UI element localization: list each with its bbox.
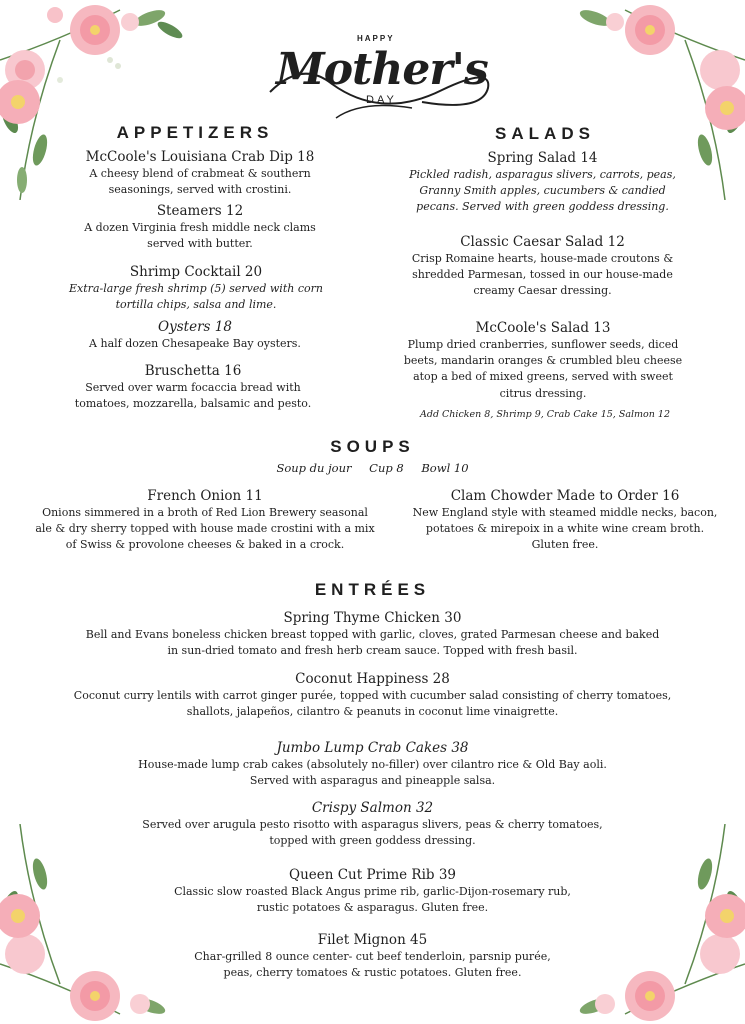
salads-heading: SALADS	[495, 124, 595, 143]
entree-item	[160, 867, 585, 916]
item-desc: A half dozen Chesapeake Bay oysters.	[89, 337, 301, 350]
item-desc: Classic slow roasted Black Angus prime rib, garlic-Dijon-rosemary rub, rustic potatoes & asparagus. Gluten free.	[174, 885, 571, 915]
floral-corner-bottom-right	[555, 824, 745, 1024]
item-name: Shrimp Cocktail 20	[129, 264, 263, 280]
soup-item	[410, 488, 720, 554]
soup-du-jour-label: Soup du jour	[276, 461, 352, 475]
soup-item	[35, 488, 375, 554]
item-name: Oysters 18	[158, 319, 232, 335]
item-desc: Char-grilled 8 ounce center- cut beef tenderloin, parsnip purée, peas, cherry tomatoes & rustic potatoes. Gluten free.	[194, 950, 551, 980]
item-desc: Coconut curry lentils with carrot ginger purée, topped with cucumber salad consisting of cherry tomatoes, shallots, jalapeños, cilantro & peanuts in coconut lime vinaigrette.	[73, 689, 672, 719]
item-name: Coconut Happiness 28	[295, 671, 450, 687]
item-desc: New England style with steamed middle necks, bacon, potatoes & mirepoix in a white wine cream broth. Gluten free.	[412, 506, 718, 552]
item-desc: A dozen Virginia fresh middle neck clams served with butter.	[84, 221, 316, 251]
appetizer-item	[60, 319, 330, 352]
item-name: Spring Thyme Chicken 30	[283, 610, 462, 626]
salad-item	[405, 234, 680, 300]
entree-item	[130, 800, 615, 849]
soup-bowl-price: Bowl 10	[421, 461, 469, 475]
salad-addon: Add Chicken 8, Shrimp 9, Crab Cake 15, Salmon 12	[420, 409, 670, 420]
item-desc: Served over arugula pesto risotto with asparagus slivers, peas & cherry tomatoes, topped with green goddess dressing.	[142, 818, 603, 848]
item-desc: Served over warm focaccia bread with tomatoes, mozzarella, balsamic and pesto.	[74, 381, 312, 411]
logo-script: Mother's	[276, 44, 488, 95]
soup-du-jour-line	[0, 461, 745, 475]
item-desc: Pickled radish, asparagus slivers, carrots, peas, Granny Smith apples, cucumbers & candied pecans. Served with green goddess dressing.	[409, 168, 676, 214]
item-name: Filet Mignon 45	[317, 932, 428, 948]
item-name: McCoole's Louisiana Crab Dip 18	[85, 149, 315, 165]
item-desc: House-made lump crab cakes (absolutely no-filler) over cilantro rice & Old Bay aoli. Served with asparagus and pineapple salsa.	[138, 758, 607, 788]
mothers-day-logo	[262, 30, 498, 130]
logo-happy: HAPPY	[357, 34, 395, 43]
soups-heading: SOUPS	[330, 437, 415, 456]
item-name: McCoole's Salad 13	[475, 320, 611, 336]
appetizer-item	[63, 363, 323, 412]
item-desc: Bell and Evans boneless chicken breast topped with garlic, cloves, grated Parmesan cheese and baked in sun-dried tomato and fresh herb cream sauce. Topped with fresh basil.	[85, 628, 660, 658]
item-desc: Extra-large fresh shrimp (5) served with corn tortilla chips, salsa and lime.	[69, 282, 323, 312]
entrees-heading: ENTRÉES	[314, 580, 431, 599]
item-name: Clam Chowder Made to Order 16	[450, 488, 680, 504]
appetizer-item	[60, 264, 332, 313]
item-name: Bruschetta 16	[144, 363, 242, 379]
item-name: Queen Cut Prime Rib 39	[289, 867, 456, 883]
appetizer-item	[65, 149, 335, 198]
item-name: Crispy Salmon 32	[311, 800, 434, 816]
salad-item	[402, 320, 684, 402]
logo-day: DAY	[366, 94, 397, 106]
entree-item	[80, 610, 665, 659]
item-desc: Crisp Romaine hearts, house-made croutons & shredded Parmesan, tossed in our house-made creamy Caesar dressing.	[411, 252, 674, 298]
entree-item	[185, 932, 560, 981]
soup-cup-price: Cup 8	[369, 461, 404, 475]
appetizers-heading: APPETIZERS	[116, 123, 274, 142]
item-name: Spring Salad 14	[487, 150, 598, 166]
appetizer-item	[65, 203, 335, 252]
item-desc: Onions simmered in a broth of Red Lion Brewery seasonal ale & dry sherry topped with house made crostini with a mix of Swiss & provolone cheeses & baked in a crock.	[35, 506, 375, 552]
item-name: Classic Caesar Salad 12	[460, 234, 625, 250]
entree-item	[120, 740, 625, 789]
item-name: Jumbo Lump Crab Cakes 38	[276, 740, 469, 756]
item-desc: A cheesy blend of crabmeat & southern seasonings, served with crostini.	[89, 167, 311, 197]
item-name: French Onion 11	[147, 488, 263, 504]
entree-item	[65, 671, 680, 720]
item-name: Steamers 12	[156, 203, 244, 219]
salad-item	[405, 150, 680, 216]
item-desc: Plump dried cranberries, sunflower seeds, diced beets, mandarin oranges & crumbled bleu cheese atop a bed of mixed greens, served with sweet citrus dressing.	[403, 338, 683, 400]
floral-corner-bottom-left	[0, 824, 190, 1024]
